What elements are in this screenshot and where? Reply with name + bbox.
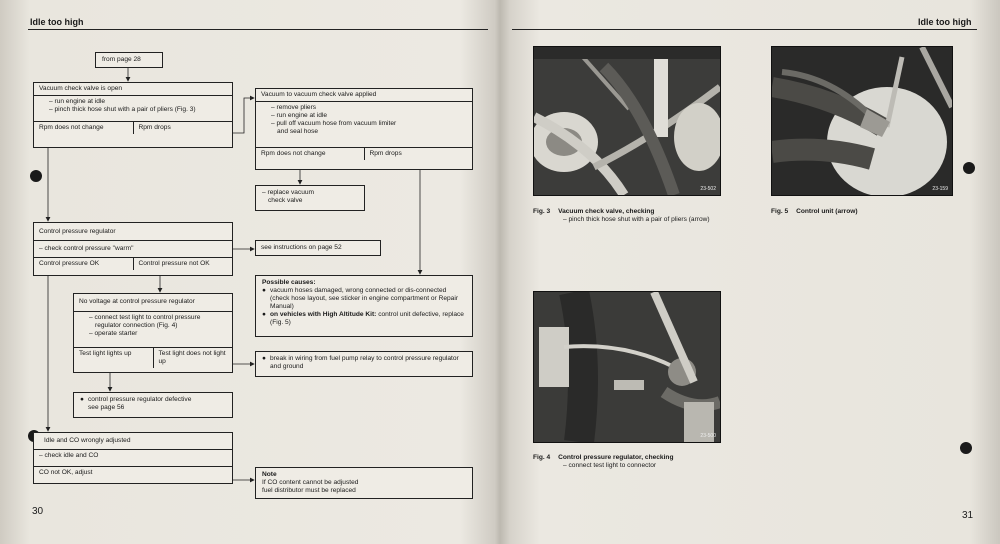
left-header: Idle too high <box>30 17 84 27</box>
fig5-photo <box>771 46 953 196</box>
control-pressure-regulator-box <box>33 222 233 276</box>
right-page-number: 31 <box>962 510 974 521</box>
outcome-left: Rpm does not change <box>39 124 104 131</box>
outcome-right: Test light does not light up <box>153 348 233 368</box>
box-title: Idle and CO wrongly adjusted <box>34 433 232 450</box>
right-header-rule <box>512 29 977 30</box>
fig4-caption <box>533 454 733 470</box>
regulator-defective-box: ● control pressure regulator defective see page 56 <box>73 392 233 418</box>
from-page-box: from page 28 <box>95 52 163 68</box>
no-voltage-box <box>73 293 233 373</box>
fig-text: – connect test light to connector <box>563 462 657 469</box>
fig3-photo <box>533 46 721 196</box>
outcome-left: Rpm does not change <box>261 150 326 157</box>
outcome-left: Test light lights up <box>79 350 132 357</box>
causes-title: Possible causes: <box>262 279 316 286</box>
cause-item: ● vacuum hoses damaged, wrong connected or dis-connected (check hose layout, see sticker in engine compartment or Repair Manual) <box>262 287 466 311</box>
box-outcomes <box>34 122 232 134</box>
fig-text: – pinch thick hose shut with a pair of pliers (arrow) <box>563 216 710 223</box>
note-title: Note <box>262 471 277 478</box>
fig-label: Fig. 3 <box>533 208 551 215</box>
photo-code: 23-159 <box>932 186 948 192</box>
outcome-left: Control pressure OK <box>39 260 100 267</box>
photo-code: 23-502 <box>700 186 716 192</box>
binder-hole <box>960 442 972 454</box>
step-text: check valve <box>268 197 303 204</box>
box-step: – check control pressure "warm" <box>34 241 232 258</box>
cause-text: on vehicles with High Altitude Kit: control unit defective, replace (Fig. 5) <box>270 311 464 326</box>
box-steps <box>256 102 472 148</box>
cause-bold-lead: on vehicles with High Altitude Kit: <box>270 311 377 318</box>
vacuum-applied-box <box>255 88 473 170</box>
box-outcomes <box>34 258 232 270</box>
step-text: – remove pliers <box>271 104 317 111</box>
left-page-number: 30 <box>32 506 44 517</box>
box-title: No voltage at control pressure regulator <box>74 294 232 312</box>
cause-item: ● on vehicles with High Altitude Kit: control unit defective, replace (Fig. 5) <box>262 311 466 327</box>
outcome-right: Rpm drops <box>364 148 473 160</box>
box-outcome: CO not OK, adjust <box>39 469 93 476</box>
right-header: Idle too high <box>918 17 972 27</box>
fig3-caption <box>533 208 733 224</box>
step-text: regulator connection (Fig. 4) <box>95 322 178 329</box>
break-text: break in wiring from fuel pump relay to control pressure regulator and ground <box>270 355 459 370</box>
box-steps <box>34 96 232 122</box>
binder-hole <box>30 170 42 182</box>
step-text: – replace vacuum <box>262 189 315 196</box>
break-in-wiring-box: ● break in wiring from fuel pump relay to control pressure regulator and ground <box>255 351 473 377</box>
fig-label: Fig. 4 <box>533 454 551 461</box>
box-steps <box>74 312 232 348</box>
fig-title: Vacuum check valve, checking <box>558 208 655 215</box>
note-text: If CO content cannot be adjusted <box>262 479 359 486</box>
possible-causes-box <box>255 275 473 337</box>
step-text: – pinch thick hose shut with a pair of pliers (Fig. 3) <box>49 106 196 113</box>
left-header-rule <box>28 29 488 30</box>
step-text: – run engine at idle <box>49 98 106 105</box>
step-text: – operate starter <box>89 330 138 337</box>
box-title: Vacuum to vacuum check valve applied <box>256 89 472 102</box>
instructions-box: see instructions on page 52 <box>255 240 381 256</box>
note-box <box>255 467 473 499</box>
box-outcomes <box>74 348 232 368</box>
outcome-right: Rpm drops <box>133 122 233 134</box>
photo-code: 23-500 <box>700 433 716 439</box>
box-outcomes <box>256 148 472 160</box>
defective-text: control pressure regulator defective <box>88 396 192 403</box>
idle-co-box <box>33 432 233 484</box>
vacuum-check-valve-box <box>33 82 233 148</box>
box-title: Control pressure regulator <box>34 223 232 241</box>
fig-title: Control unit (arrow) <box>796 208 858 215</box>
outcome-right: Control pressure not OK <box>133 258 233 270</box>
defective-ref: see page 56 <box>88 404 125 411</box>
cause-text: vacuum hoses damaged, wrong connected or dis-connected (check hose layout, see sticker in engine compartment or Repair Manual) <box>270 287 459 310</box>
step-text: – pull off vacuum hose from vacuum limiter <box>271 120 397 127</box>
fig-title: Control pressure regulator, checking <box>558 454 674 461</box>
note-text: fuel distributor must be replaced <box>262 487 356 494</box>
binder-hole <box>963 162 975 174</box>
fig5-caption <box>771 208 951 216</box>
replace-valve-box <box>255 185 365 211</box>
box-step: – check idle and CO <box>34 450 232 467</box>
step-text: – connect test light to control pressure <box>89 314 201 321</box>
step-text: and seal hose <box>277 128 319 135</box>
fig-label: Fig. 5 <box>771 208 789 215</box>
fig4-photo <box>533 291 721 443</box>
step-text: – run engine at idle <box>271 112 328 119</box>
box-title: Vacuum check valve is open <box>34 83 232 96</box>
